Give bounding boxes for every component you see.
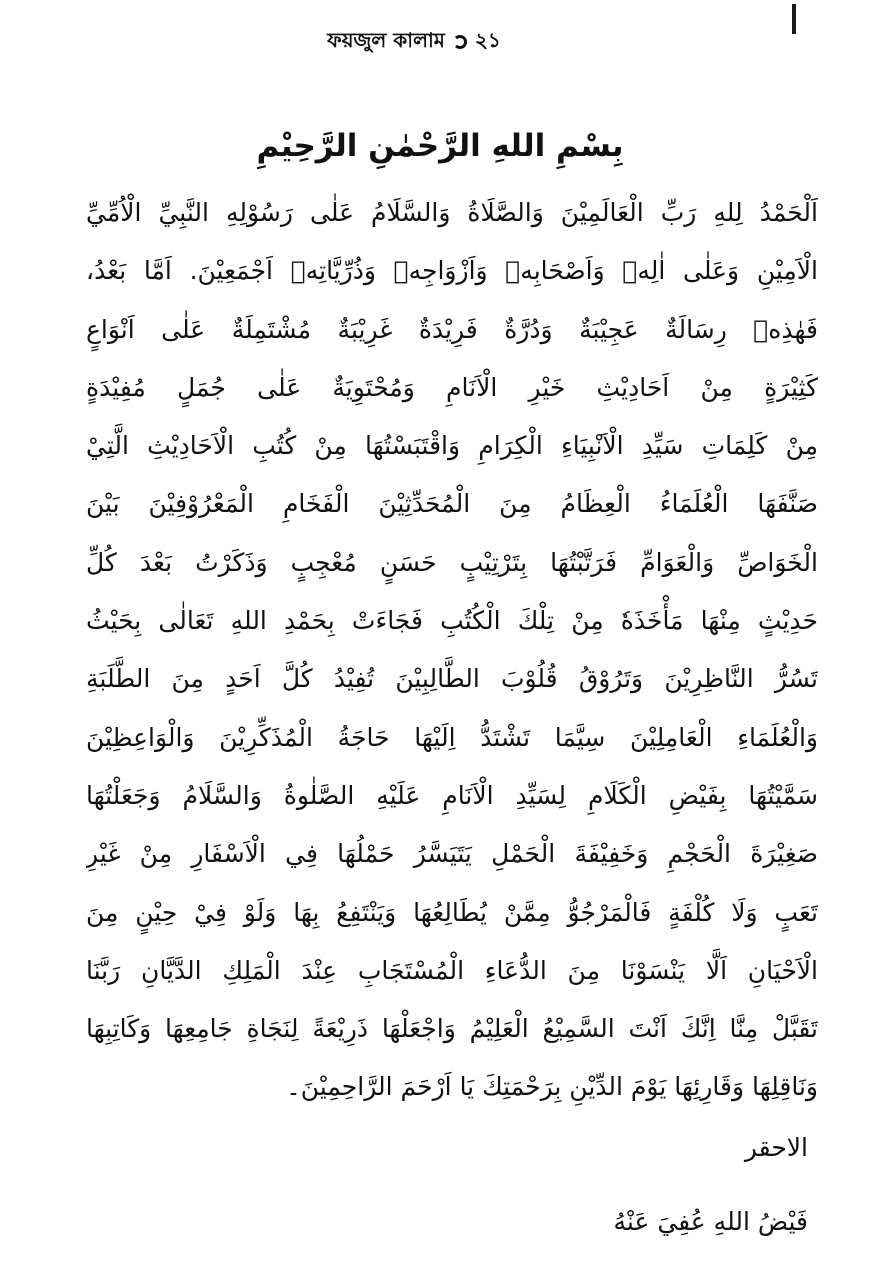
- running-head: [314, 24, 514, 60]
- text-line: تَقَبَّلْ مِنَّا اِنَّكَ اَنْتَ السَّمِيْعُ الْعَلِيْمُ وَاجْعَلْهَا ذَرِيْعَةً لِنَجَاةِ جَامِعِهَا وَكَاتِبِهَا: [86, 1014, 818, 1044]
- text-line: مِنْ كَلِمَاتِ سَيِّدِ الْاَنْبِيَاءِ الْكِرَامِ وَاقْتَبَسْتُهَا مِنْ كُتُبِ الْاَحَادِيْثِ الَّتِيْ: [86, 431, 818, 461]
- text-line: وَالْعُلَمَاءِ الْعَامِلِيْنَ سِيَّمَا تَشْتَدُّ اِلَيْهَا حَاجَةُ الْمُذَكِّرِيْنَ وَالْوَاعِظِيْنَ: [86, 722, 818, 752]
- text-line: فَهٰذِهٖ رِسَالَةٌ عَجِيْبَةٌ وَدُرَّةٌ فَرِيْدَةٌ غَرِيْبَةٌ مُشْتَمِلَةٌ عَلٰى اَنْوَاعٍ: [86, 314, 818, 344]
- text-line: سَمَّيْتُهَا بِفَيْضِ الْكَلَامِ لِسَيِّدِ الْاَنَامِ عَلَيْهِ الصَّلٰوةُ وَالسَّلَامُ وَجَعَلْتُهَا: [86, 780, 818, 810]
- running-title: ফয়জুল কালাম: [327, 27, 445, 52]
- page-edge-line: [792, 4, 796, 34]
- text-line: كَثِيْرَةٍ مِنْ اَحَادِيْثِ خَيْرِ الْاَنَامِ وَمُحْتَوِيَةٌ عَلٰى جُمَلٍ مُفِيْدَةٍ: [86, 372, 818, 402]
- text-line: الْاَحْيَانِ اَلَّا يَنْسَوْنَا مِنَ الدُّعَاءِ الْمُسْتَجَابِ عِنْدَ الْمَلِكِ الدَّيَّانِ رَبَّنَا: [86, 955, 818, 985]
- text-line: صَنَّفَهَا الْعُلَمَاءُ الْعِظَامُ مِنَ الْمُحَدِّثِيْنَ الْفَخَامِ الْمَعْرُوْفِيْنَ بَيْنَ: [86, 489, 818, 519]
- text-line: تَسُرُّ النَّاظِرِيْنَ وَتَرُوْقُ قُلُوْبَ الطَّالِبِيْنَ تُفِيْدُ كُلَّ اَحَدٍ مِنَ الطَّلَبَةِ: [86, 664, 818, 694]
- text-line: الْاَمِيْنِ وَعَلٰى اٰلِهٖ وَاَصْحَابِهٖ وَاَزْوَاجِهٖ وَذُرِّيَّاتِهٖ اَجْمَعِيْنَ. اَمَّا بَعْدُ،: [86, 256, 818, 286]
- separator-icon: [453, 35, 467, 49]
- body-text: [86, 184, 818, 1117]
- text-line: صَغِيْرَةَ الْحَجْمِ وَخَفِيْفَةَ الْحَمْلِ يَتَيَسَّرُ حَمْلُهَا فِي الْاَسْفَارِ مِنْ غَيْرِ: [86, 839, 818, 869]
- text-line: الْخَوَاصِّ وَالْعَوَامِّ فَرَتَّبْتُهَا بِتَرْتِيْبٍ حَسَنٍ مُعْجِبٍ وَذَكَرْتُ بَعْدَ كُلِّ: [86, 547, 818, 577]
- signature-title: الاحقر: [744, 1133, 808, 1162]
- text-line: حَدِيْثٍ مِنْهَا مَأْخَذَهٗ مِنْ تِلْكَ الْكُتُبِ فَجَاءَتْ بِحَمْدِ اللهِ تَعَالٰى بِحَيْثُ: [86, 606, 818, 636]
- text-line: تَعَبٍ وَلَا كُلْفَةٍ فَالْمَرْجُوُّ مِمَّنْ يُطَالِعُهَا وَيَنْتَفِعُ بِهَا وَلَوْ فِيْ حِيْنٍ مِنَ: [86, 897, 818, 927]
- basmala-heading: بِسْمِ اللهِ الرَّحْمٰنِ الرَّحِيْمِ: [256, 128, 624, 164]
- page-number: ২১: [474, 27, 501, 52]
- signature-name: فَيْضُ اللهِ عُفِيَ عَنْهُ: [613, 1207, 808, 1236]
- text-line-last: وَنَاقِلِهَا وَقَارِئِهَا يَوْمَ الدِّيْنِ بِرَحْمَتِكَ يَا اَرْحَمَ الرَّاحِمِيْنَ۔: [286, 1072, 818, 1102]
- text-line: اَلْحَمْدُ لِلهِ رَبِّ الْعَالَمِيْنَ وَالصَّلَاةُ وَالسَّلَامُ عَلٰى رَسُوْلِهِ النَّبِيِّ الْاُمِّيِّ: [86, 198, 818, 227]
